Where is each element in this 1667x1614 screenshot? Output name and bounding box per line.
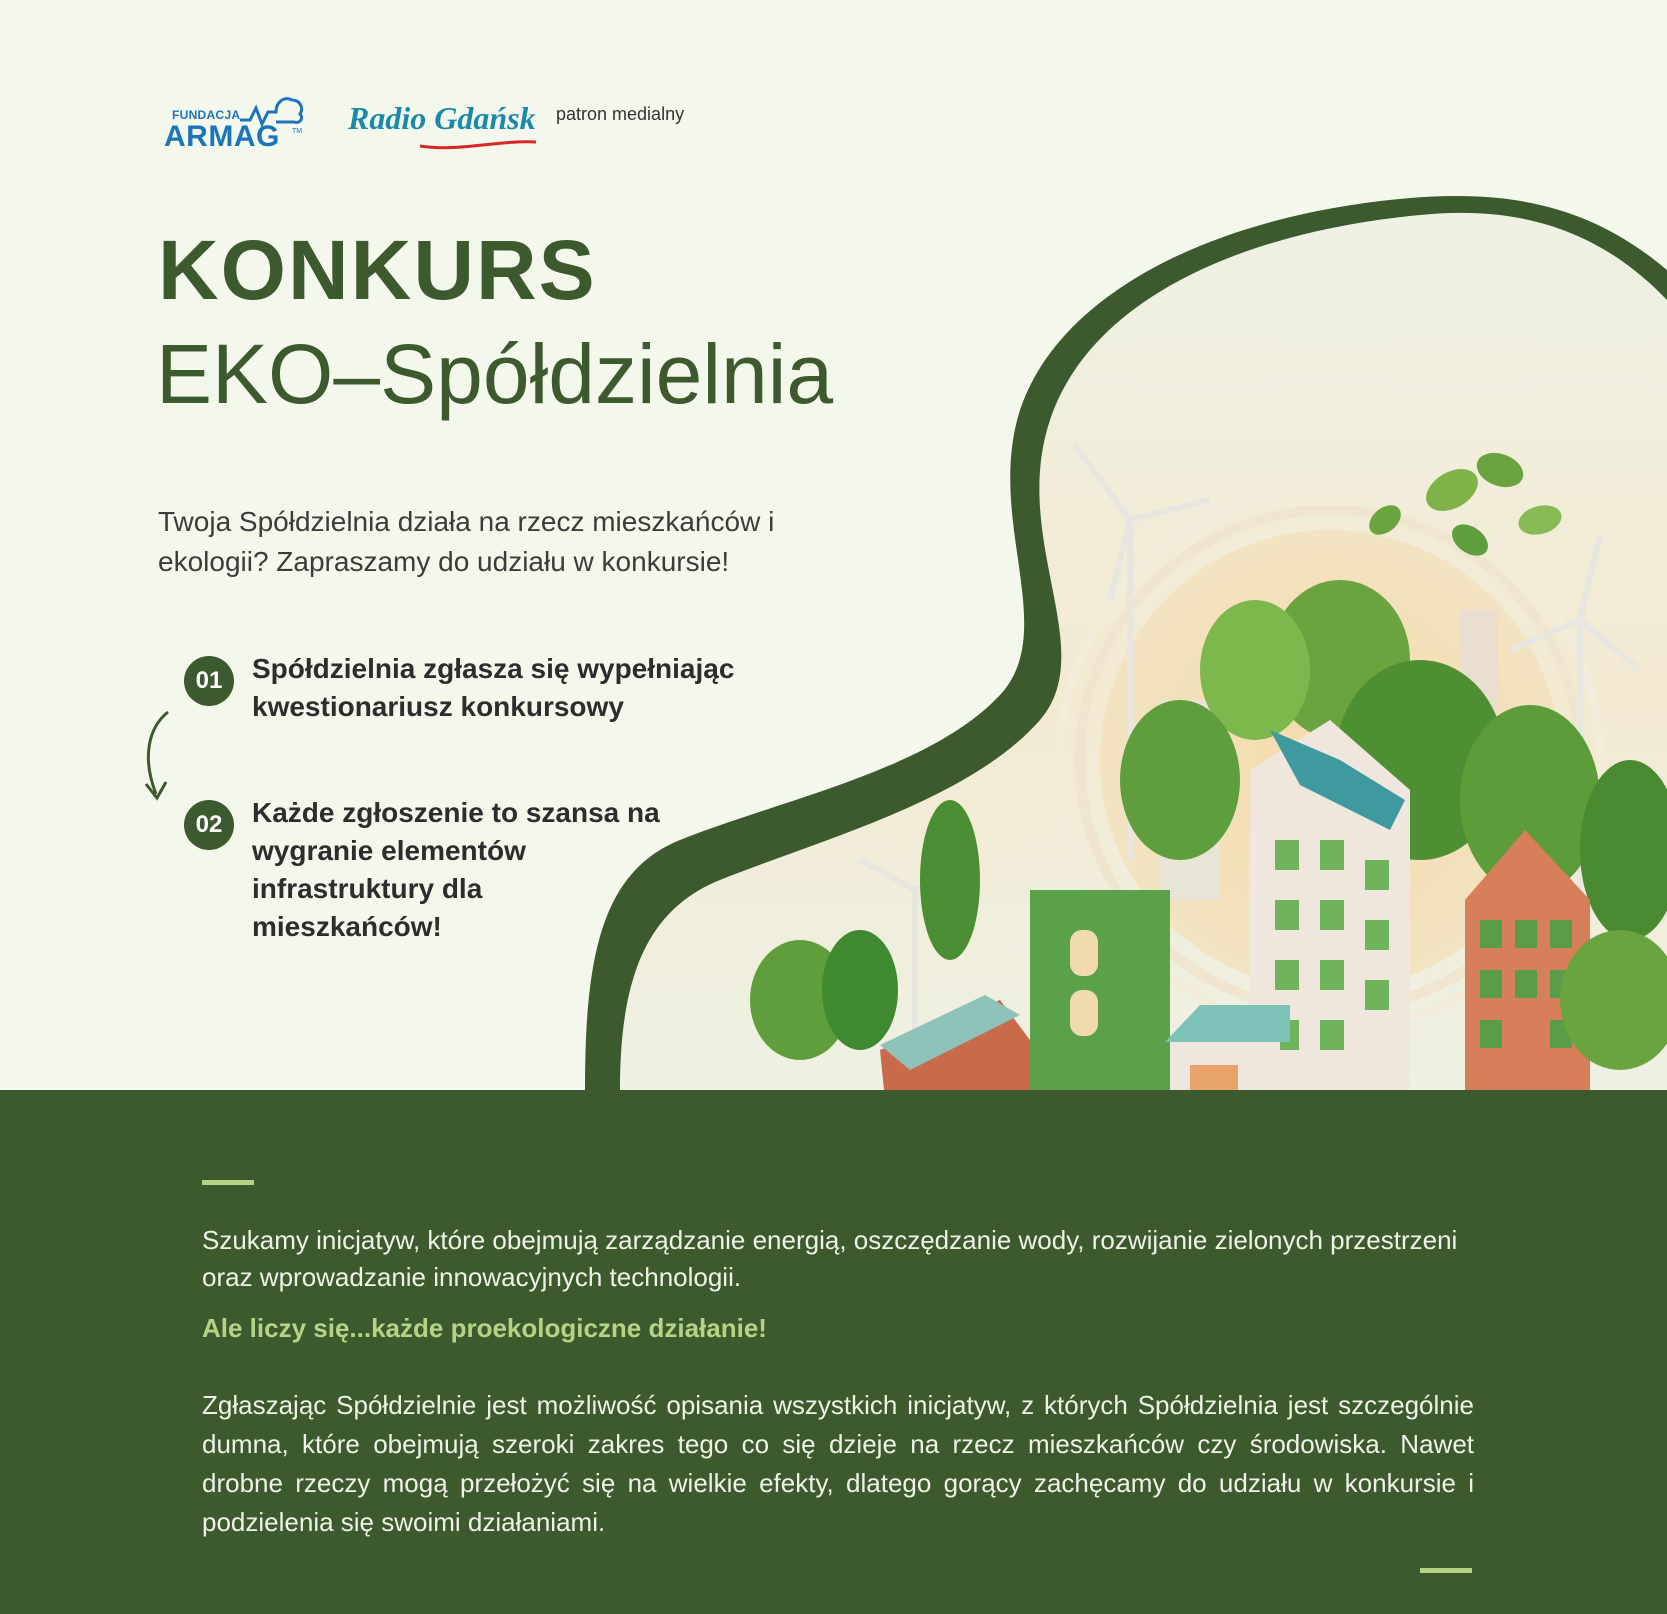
patron-label: patron medialny: [556, 104, 685, 124]
header-logos: [164, 84, 685, 154]
intro-text: Twoja Spółdzielnia działa na rzecz mieszkańców i ekologii? Zapraszamy do udziału w konkursie!: [158, 506, 775, 577]
armag-logo: [164, 90, 304, 154]
bottom-highlight: Ale liczy się...każde proekologiczne działanie!: [202, 1313, 767, 1343]
radio-swoosh-icon: [418, 138, 538, 152]
armag-small-text: FUNDACJA: [172, 108, 241, 122]
bottom-paragraph-1: Szukamy inicjatyw, które obejmują zarządzanie energią, oszczędzanie wody, rozwijanie zielonych przestrzeni oraz wprowadzanie innowacyjnych technologii.: [202, 1225, 1458, 1292]
page-title: KONKURS: [158, 223, 597, 317]
step-text-1: Spółdzielnia zgłasza się wypełniając kwestionariusz konkursowy: [252, 653, 735, 722]
radio-name: Radio Gdańsk: [348, 100, 536, 136]
bottom-paragraph-2: Zgłaszając Spółdzielnie jest możliwość opisania wszystkich inicjatyw, z których Spółdzielnia jest szczególnie dumna, które obejmują szeroki zakres tego co się dzieje na rzecz mieszkańców czy środowiska. Nawet drobne rzeczy mogą przełożyć się na wielkie efekty, dlatego gorący zachęcamy do udziału w konkursie i podzielenia się swoimi działaniami.: [202, 1390, 1474, 1537]
accent-dash-right: [1420, 1568, 1472, 1573]
step-number-2: 02: [184, 800, 234, 850]
accent-dash-left: [202, 1180, 254, 1185]
step-number-1: 01: [184, 656, 234, 706]
curved-arrow-icon: [140, 708, 180, 808]
armag-tm: TM: [292, 128, 303, 135]
page-subtitle: EKO–Spółdzielnia: [156, 327, 834, 421]
armag-big-text: ARMAG: [164, 120, 280, 153]
radio-gdansk-logo: [348, 100, 538, 150]
step-text-2: Każde zgłoszenie to szansa na wygranie elementów infrastruktury dla mieszkańców!: [252, 797, 660, 942]
